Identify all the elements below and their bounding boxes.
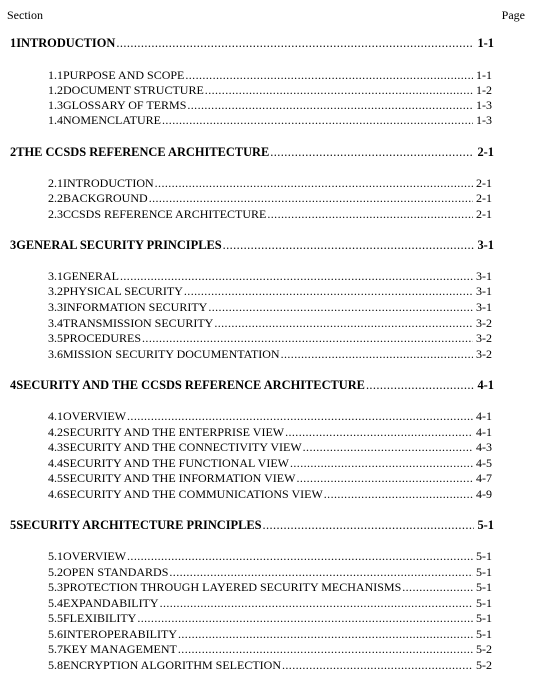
section-title: SECURITY AND THE ENTERPRISE VIEW — [63, 425, 285, 439]
toc-section-5-2[interactable] — [48, 565, 492, 580]
toc-chapter-5[interactable] — [10, 518, 494, 533]
section-title: INFORMATION SECURITY — [63, 300, 208, 314]
section-page: 4-1 — [476, 409, 492, 423]
section-page: 3-2 — [476, 347, 492, 361]
section-number: 3.4 — [48, 316, 63, 330]
toc-section-4-3[interactable] — [48, 440, 492, 455]
toc-section-2-3[interactable] — [48, 207, 492, 222]
section-number: 2.1 — [48, 176, 63, 190]
section-page: 5-1 — [476, 627, 492, 641]
chapter-title: SECURITY AND THE CCSDS REFERENCE ARCHITECTURE — [16, 378, 365, 392]
toc-section-1-3[interactable] — [48, 98, 492, 113]
section-page: 3-1 — [476, 284, 492, 298]
section-title: OVERVIEW — [63, 409, 127, 423]
section-title: CCSDS REFERENCE ARCHITECTURE — [63, 207, 267, 221]
dot-leader — [127, 409, 473, 424]
dot-leader — [205, 83, 473, 98]
section-number: 5.4 — [48, 596, 63, 610]
toc-section-5-1[interactable] — [48, 549, 492, 564]
dot-leader — [366, 378, 475, 393]
chapter-page: 5-1 — [477, 518, 494, 532]
section-title: BACKGROUND — [63, 191, 148, 205]
toc-section-3-3[interactable] — [48, 300, 492, 315]
section-title: GLOSSARY OF TERMS — [63, 98, 187, 112]
dot-leader — [116, 36, 474, 51]
section-page: 4-3 — [476, 440, 492, 454]
section-title: GENERAL — [63, 269, 119, 283]
dot-leader — [120, 269, 473, 284]
section-number: 4.6 — [48, 487, 63, 501]
section-page: 4-9 — [476, 487, 492, 501]
toc-section-4-1[interactable] — [48, 409, 492, 424]
section-title: ENCRYPTION ALGORITHM SELECTION — [63, 658, 281, 672]
dot-leader — [324, 487, 473, 502]
section-page: 4-7 — [476, 471, 492, 485]
toc-chapter-4[interactable] — [10, 378, 494, 393]
toc-section-3-1[interactable] — [48, 269, 492, 284]
section-number: 3.2 — [48, 284, 63, 298]
section-page: 1-2 — [476, 83, 492, 97]
chapter-page: 4-1 — [477, 378, 494, 392]
section-page: 1-3 — [476, 98, 492, 112]
section-title: EXPANDABILITY — [63, 596, 159, 610]
dot-leader — [223, 238, 475, 253]
section-page: 5-1 — [476, 596, 492, 610]
section-title: PROCEDURES — [63, 331, 142, 345]
section-title: MISSION SECURITY DOCUMENTATION — [63, 347, 280, 361]
section-number: 1.1 — [48, 68, 63, 82]
section-page: 4-1 — [476, 425, 492, 439]
section-page: 5-1 — [476, 549, 492, 563]
section-number: 4.4 — [48, 456, 63, 470]
section-page: 2-1 — [476, 176, 492, 190]
section-number: 4.3 — [48, 440, 63, 454]
section-number: 5.7 — [48, 642, 63, 656]
section-title: FLEXIBILITY — [63, 611, 137, 625]
chapter-number: 4 — [10, 378, 17, 392]
dot-leader — [149, 191, 473, 206]
toc-section-3-6[interactable] — [48, 347, 492, 362]
chapter-page: 3-1 — [477, 238, 494, 252]
dot-leader — [155, 176, 473, 191]
section-number: 3.5 — [48, 331, 63, 345]
toc-section-4-5[interactable] — [48, 471, 492, 486]
section-title: NOMENCLATURE — [63, 113, 161, 127]
section-number: 2.3 — [48, 207, 63, 221]
section-page: 3-2 — [476, 331, 492, 345]
chapter-title: THE CCSDS REFERENCE ARCHITECTURE — [16, 145, 270, 159]
toc-section-3-4[interactable] — [48, 316, 492, 331]
toc-chapter-3[interactable] — [10, 238, 494, 253]
toc-section-5-8[interactable] — [48, 658, 492, 673]
section-number: 5.8 — [48, 658, 63, 672]
toc-section-4-6[interactable] — [48, 487, 492, 502]
toc-section-5-6[interactable] — [48, 627, 492, 642]
dot-leader — [187, 98, 473, 113]
page-column-header: Page — [501, 8, 525, 22]
section-page: 2-1 — [476, 207, 492, 221]
section-number: 4.1 — [48, 409, 63, 423]
toc-section-4-4[interactable] — [48, 456, 492, 471]
section-number: 5.5 — [48, 611, 63, 625]
section-page: 4-5 — [476, 456, 492, 470]
toc-section-5-7[interactable] — [48, 642, 492, 657]
dot-leader — [402, 580, 473, 595]
toc-section-5-3[interactable] — [48, 580, 492, 595]
section-title: OPEN STANDARDS — [63, 565, 169, 579]
toc-section-5-4[interactable] — [48, 596, 492, 611]
section-title: SECURITY AND THE COMMUNICATIONS VIEW — [63, 487, 323, 501]
chapter-number: 5 — [10, 518, 17, 532]
dot-leader — [142, 331, 473, 346]
dot-leader — [169, 565, 473, 580]
chapter-page: 1-1 — [477, 36, 494, 50]
section-title: PHYSICAL SECURITY — [63, 284, 183, 298]
chapter-title: SECURITY ARCHITECTURE PRINCIPLES — [16, 518, 262, 532]
toc-section-2-2[interactable] — [48, 191, 492, 206]
section-title: PURPOSE AND SCOPE — [63, 68, 185, 82]
section-number: 5.3 — [48, 580, 63, 594]
section-page: 3-2 — [476, 316, 492, 330]
toc-chapter-1[interactable] — [10, 36, 494, 51]
section-title: OVERVIEW — [63, 549, 127, 563]
section-number: 5.6 — [48, 627, 63, 641]
chapter-number: 1 — [10, 36, 17, 50]
chapter-title: GENERAL SECURITY PRINCIPLES — [16, 238, 222, 252]
chapter-number: 3 — [10, 238, 17, 252]
toc-section-1-1[interactable] — [48, 68, 492, 83]
chapter-number: 2 — [10, 145, 17, 159]
dot-leader — [208, 300, 473, 315]
dot-leader — [162, 113, 473, 128]
section-number: 5.2 — [48, 565, 63, 579]
dot-leader — [137, 611, 473, 626]
section-page: 5-1 — [476, 580, 492, 594]
section-page: 3-1 — [476, 269, 492, 283]
section-title: SECURITY AND THE INFORMATION VIEW — [63, 471, 296, 485]
dot-leader — [281, 347, 473, 362]
section-title: KEY MANAGEMENT — [63, 642, 177, 656]
section-number: 3.1 — [48, 269, 63, 283]
dot-leader — [263, 518, 475, 533]
chapter-page: 2-1 — [477, 145, 494, 159]
toc-section-4-2[interactable] — [48, 425, 492, 440]
dot-leader — [178, 642, 473, 657]
dot-leader — [296, 471, 473, 486]
dot-leader — [178, 627, 473, 642]
toc-section-1-4[interactable] — [48, 113, 492, 128]
section-title: SECURITY AND THE CONNECTIVITY VIEW — [63, 440, 302, 454]
section-number: 2.2 — [48, 191, 63, 205]
section-page: 1-3 — [476, 113, 492, 127]
dot-leader — [160, 596, 473, 611]
section-page: 5-1 — [476, 611, 492, 625]
section-page: 2-1 — [476, 191, 492, 205]
section-number: 1.4 — [48, 113, 63, 127]
toc-section-2-1[interactable] — [48, 176, 492, 191]
section-number: 4.2 — [48, 425, 63, 439]
section-page: 1-1 — [476, 68, 492, 82]
toc-section-5-5[interactable] — [48, 611, 492, 626]
section-number: 3.3 — [48, 300, 63, 314]
section-title: SECURITY AND THE FUNCTIONAL VIEW — [63, 456, 289, 470]
section-title: INTRODUCTION — [63, 176, 154, 190]
section-title: TRANSMISSION SECURITY — [63, 316, 214, 330]
dot-leader — [214, 316, 473, 331]
toc-chapter-2[interactable] — [10, 145, 494, 160]
section-title: DOCUMENT STRUCTURE — [63, 83, 204, 97]
section-number: 4.5 — [48, 471, 63, 485]
section-number: 5.1 — [48, 549, 63, 563]
dot-leader — [127, 549, 473, 564]
dot-leader — [270, 145, 474, 160]
toc-section-3-2[interactable] — [48, 284, 492, 299]
dot-leader — [285, 425, 473, 440]
dot-leader — [184, 284, 473, 299]
toc-section-1-2[interactable] — [48, 83, 492, 98]
section-page: 3-1 — [476, 300, 492, 314]
dot-leader — [185, 68, 473, 83]
section-number: 3.6 — [48, 347, 63, 361]
section-number: 1.2 — [48, 83, 63, 97]
dot-leader — [290, 456, 473, 471]
section-column-header: Section — [7, 8, 43, 22]
chapter-title: INTRODUCTION — [16, 36, 116, 50]
section-number: 1.3 — [48, 98, 63, 112]
dot-leader — [282, 658, 473, 673]
section-page: 5-2 — [476, 658, 492, 672]
section-page: 5-1 — [476, 565, 492, 579]
dot-leader — [303, 440, 473, 455]
section-title: PROTECTION THROUGH LAYERED SECURITY MECHANISMS — [63, 580, 402, 594]
section-page: 5-2 — [476, 642, 492, 656]
dot-leader — [267, 207, 473, 222]
toc-section-3-5[interactable] — [48, 331, 492, 346]
section-title: INTEROPERABILITY — [63, 627, 177, 641]
